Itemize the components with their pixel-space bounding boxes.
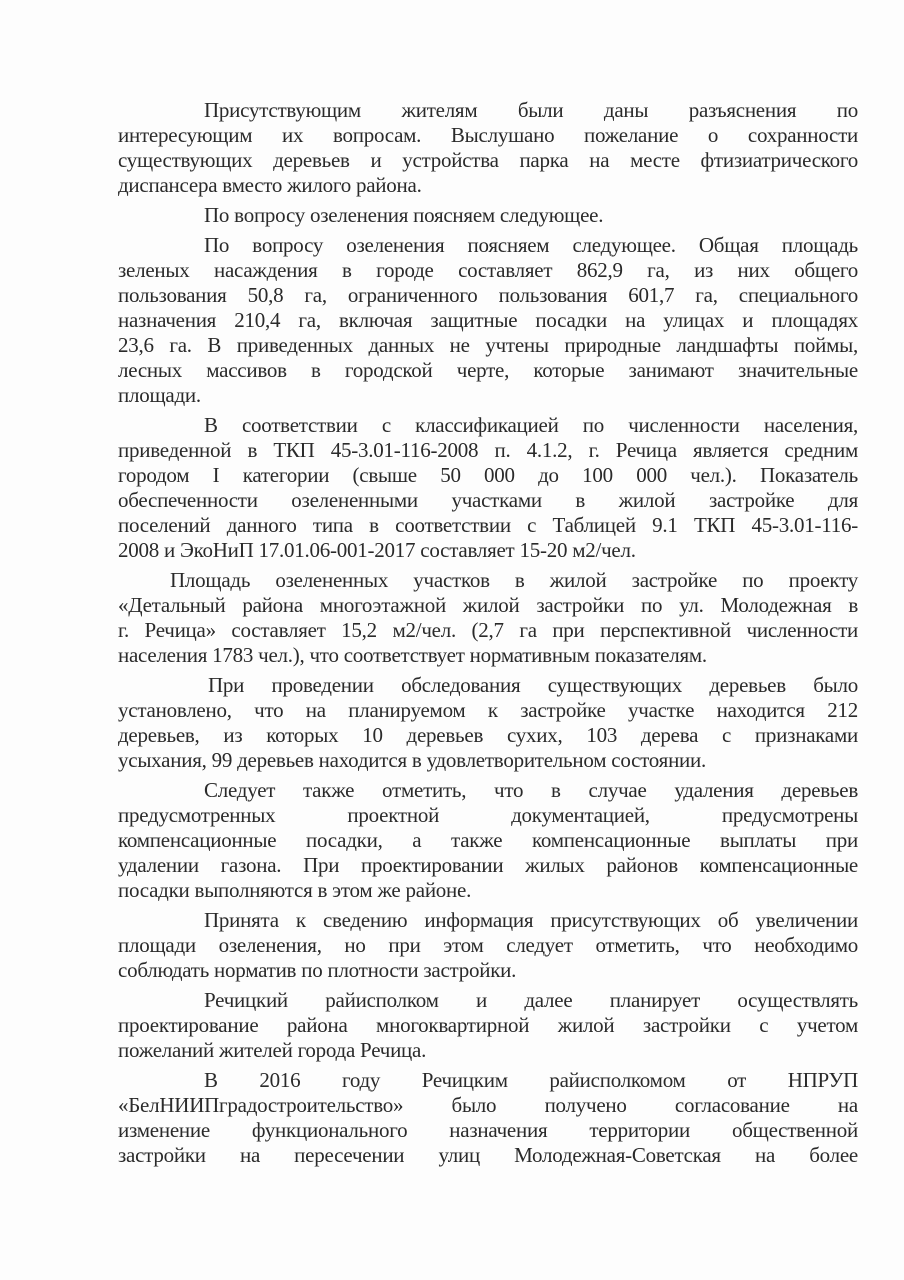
text-line: интересующим их вопросам. Выслушано пожелание о сохранности xyxy=(118,123,858,147)
text-line: По вопросу озеленения поясняем следующее. Общая площадь xyxy=(204,233,858,257)
text-line: площади озеленения, но при этом следует отметить, что необходимо xyxy=(118,933,858,957)
text-line: пользования 50,8 га, ограниченного пользования 601,7 га, специального xyxy=(118,283,858,307)
text-line: При проведении обследования существующих деревьев было xyxy=(208,673,858,697)
text-line: предусмотренных проектной документацией, предусмотрены xyxy=(118,803,858,827)
text-line: установлено, что на планируемом к застройке участке находится 212 xyxy=(118,698,858,722)
text-line: диспансера вместо жилого района. xyxy=(118,173,422,197)
text-line: назначения 210,4 га, включая защитные посадки на улицах и площадях xyxy=(118,308,858,332)
paragraph xyxy=(118,568,858,668)
text-line: зеленых насаждения в городе составляет 862,9 га, из них общего xyxy=(118,258,858,282)
paragraph xyxy=(118,778,858,903)
text-line: пожеланий жителей города Речица. xyxy=(118,1038,427,1062)
text-line: Следует также отметить, что в случае удаления деревьев xyxy=(204,778,858,802)
text-line: обеспеченности озелененными участками в жилой застройке для xyxy=(118,488,858,512)
text-line: соблюдать норматив по плотности застройки. xyxy=(118,958,517,982)
text-line: проектирование района многоквартирной жилой застройки с учетом xyxy=(118,1013,858,1037)
text-line: Принята к сведению информация присутствующих об увеличении xyxy=(204,908,858,932)
text-line: Речицкий райисполком и далее планирует осуществлять xyxy=(204,988,858,1012)
text-line: застройки на пересечении улиц Молодежная-Советская на более xyxy=(118,1143,858,1167)
text-line: Площадь озелененных участков в жилой застройке по проекту xyxy=(170,568,858,592)
text-line: приведенной в ТКП 45-3.01-116-2008 п. 4.1.2, г. Речица является средним xyxy=(118,438,858,462)
text-line: 23,6 га. В приведенных данных не учтены природные ландшафты поймы, xyxy=(118,333,858,357)
text-line: удалении газона. При проектировании жилых районов компенсационные xyxy=(118,853,858,877)
paragraph xyxy=(118,233,858,408)
paragraph xyxy=(118,908,858,983)
paragraph xyxy=(118,413,858,563)
text-line: 2008 и ЭкоНиП 17.01.06-001-2017 составляет 15-20 м2/чел. xyxy=(118,538,636,562)
text-line: компенсационные посадки, а также компенсационные выплаты при xyxy=(118,828,858,852)
text-line: В 2016 году Речицким райисполкомом от НПРУП xyxy=(204,1068,858,1092)
paragraph xyxy=(118,98,858,198)
paragraph xyxy=(118,673,858,773)
paragraph xyxy=(118,203,858,228)
text-line: Присутствующим жителям были даны разъяснения по xyxy=(204,98,858,122)
text-line: посадки выполняются в этом же районе. xyxy=(118,878,472,902)
text-line: усыхания, 99 деревьев находится в удовлетворительном состоянии. xyxy=(118,748,707,772)
text-line: площади. xyxy=(118,383,201,407)
text-line: изменение функционального назначения территории общественной xyxy=(118,1118,858,1142)
text-line: «БелНИИПградостроительство» было получено согласование на xyxy=(118,1093,858,1117)
paragraph xyxy=(118,1068,858,1168)
text-line: деревьев, из которых 10 деревьев сухих, 103 дерева с признаками xyxy=(118,723,858,747)
paragraph xyxy=(118,988,858,1063)
text-line: лесных массивов в городской черте, которые занимают значительные xyxy=(118,358,858,382)
text-line: существующих деревьев и устройства парка на месте фтизиатрического xyxy=(118,148,858,172)
text-line: городом I категории (свыше 50 000 до 100 000 чел.). Показатель xyxy=(118,463,858,487)
text-line: В соответствии с классификацией по численности населения, xyxy=(204,413,858,437)
document-page xyxy=(118,98,858,1173)
text-line: населения 1783 чел.), что соответствует нормативным показателям. xyxy=(118,643,707,667)
text-line: «Детальный района многоэтажной жилой застройки по ул. Молодежная в xyxy=(118,593,858,617)
text-line: г. Речица» составляет 15,2 м2/чел. (2,7 га при перспективной численности xyxy=(118,618,858,642)
text-line: По вопросу озеленения поясняем следующее. xyxy=(204,203,604,227)
text-line: поселений данного типа в соответствии с Таблицей 9.1 ТКП 45-3.01-116- xyxy=(118,513,858,537)
